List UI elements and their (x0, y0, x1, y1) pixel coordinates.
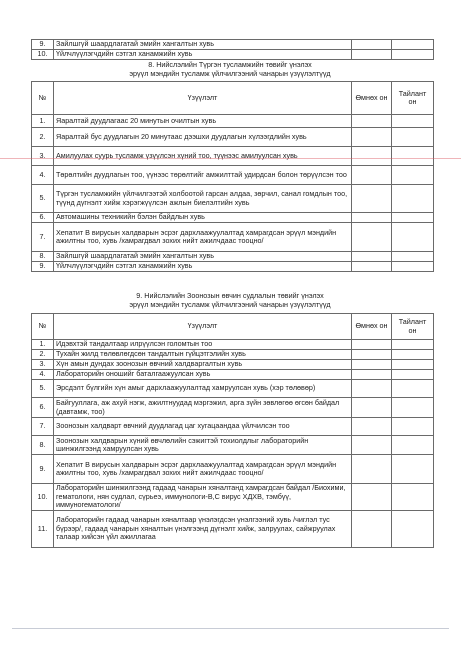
row-indicator-text: Автомашины техникийн бэлэн байдлын хувь (54, 213, 352, 223)
section8-caption (30, 61, 430, 78)
row-indicator-text: Хүн амын дундах зоонозын өвчний халдваргалтын хувь (54, 360, 352, 370)
row-indicator-text: Төрөлтийн дуудлагын тоо, үүнээс төрөлтийг амжилттай удирдсан болон төрүүлсэн тоо (54, 166, 352, 185)
row-number: 3. (32, 147, 54, 166)
row-report-year-value (392, 40, 434, 50)
table-row (32, 511, 434, 548)
row-prev-year-value (352, 213, 392, 223)
row-prev-year-value (352, 115, 392, 128)
table-row (32, 350, 434, 360)
row-number: 9. (32, 262, 54, 272)
row-number: 6. (32, 213, 54, 223)
row-prev-year-value (352, 252, 392, 262)
row-number: 11. (32, 511, 54, 548)
row-report-year-value (392, 340, 434, 350)
table-row (32, 147, 434, 166)
row-number: 4. (32, 166, 54, 185)
row-prev-year-value (352, 40, 392, 50)
row-prev-year-value (352, 511, 392, 548)
row-report-year-value (392, 128, 434, 147)
row-report-year-value (392, 185, 434, 213)
table-row (32, 398, 434, 418)
header-prev-year: Өмнөх он (352, 314, 392, 340)
table-row (32, 185, 434, 213)
row-indicator-text: Зоонозын халдварт өвчний дуудлагад цаг хугацаандаа үйлчилсэн тоо (54, 418, 352, 436)
row-prev-year-value (352, 340, 392, 350)
row-report-year-value (392, 511, 434, 548)
section8-caption-line2: эрүүл мэндийн тусламж үйлчилгээний чанарын үзүүлэлтүүд (129, 68, 331, 78)
row-report-year-value (392, 147, 434, 166)
row-number: 9. (32, 455, 54, 484)
section9-caption-line2: эрүүл мэндийн тусламж үйлчилгээний чанарын үзүүлэлтүүд (129, 299, 331, 309)
table-row (32, 380, 434, 398)
row-prev-year-value (352, 50, 392, 60)
table-row (32, 340, 434, 350)
row-report-year-value (392, 455, 434, 484)
section9-caption (30, 292, 430, 309)
table-row (32, 418, 434, 436)
row-prev-year-value (352, 185, 392, 213)
row-prev-year-value (352, 455, 392, 484)
row-number: 2. (32, 350, 54, 360)
row-prev-year-value (352, 350, 392, 360)
header-indicator: Үзүүлэлт (54, 314, 352, 340)
row-prev-year-value (352, 360, 392, 370)
scan-bottom-line (12, 628, 449, 629)
row-report-year-value (392, 252, 434, 262)
row-report-year-value (392, 115, 434, 128)
row-report-year-value (392, 360, 434, 370)
table-row (32, 213, 434, 223)
header-indicator: Үзүүлэлт (54, 82, 352, 115)
row-report-year-value (392, 418, 434, 436)
row-report-year-value (392, 166, 434, 185)
row-report-year-value (392, 370, 434, 380)
section8-caption-line1: 8. Нийслэлийн Түргэн тусламжийн төвийг үнэлэх (148, 60, 312, 69)
table-header-row (32, 82, 434, 115)
row-prev-year-value (352, 398, 392, 418)
row-number: 10. (32, 50, 54, 60)
table-row (32, 128, 434, 147)
table-row (32, 40, 434, 50)
row-prev-year-value (352, 418, 392, 436)
table-row (32, 252, 434, 262)
row-number: 8. (32, 436, 54, 455)
row-number: 3. (32, 360, 54, 370)
row-report-year-value (392, 262, 434, 272)
table-row (32, 484, 434, 511)
section9-caption-line1: 9. Нийслэлийн Зоонозын өвчин судлалын төвийг үнэлэх (136, 291, 324, 300)
row-indicator-text: Хепатит В вирусын халдварын эсрэг дархлаажуулалтад хамрагдсан эрүүл мэндийн ажилтны тоо, хувь /хамрагдвал зохих нийт ажилчдаас тооцно/ (54, 455, 352, 484)
row-report-year-value (392, 380, 434, 398)
row-indicator-text: Тухайн жилд төлөвлөгдсөн тандалтын гүйцэтгэлийн хувь (54, 350, 352, 360)
table-row (32, 455, 434, 484)
row-indicator-text: Үйлчлүүлэгчдийн сэтгэл ханамжийн хувь (54, 262, 352, 272)
row-indicator-text: Зоонозын халдварын хүний өвчлөлийн сэжигтэй тохиолдлыг лабораторийн шинжилгээнд хамруулсан хувь (54, 436, 352, 455)
table-row (32, 166, 434, 185)
row-number: 7. (32, 223, 54, 252)
row-indicator-text: Хепатит В вирусын халдварын эсрэг дархлаажуулалтад хамрагдсан эрүүл мэндийн ажилтны тоо, хувь /хамрагдвал зохих нийт ажилчдаас тооцно/ (54, 223, 352, 252)
row-number: 4. (32, 370, 54, 380)
row-report-year-value (392, 350, 434, 360)
table-row (32, 223, 434, 252)
row-indicator-text: Зайлшгүй шаардлагатай эмийн хангалтын хувь (54, 40, 352, 50)
row-indicator-text: Лабораторийн гадаад чанарын хяналтаар үнэлэгдсэн үнэлгээний хувь /чиглэл тус бүрээр/, гадаад чанарын хяналтын үнэлгээнд дүгнэлт хийж, залруулах, сайжруулах талаар хийсэн үйл ажиллагаа (54, 511, 352, 548)
row-indicator-text: Амилуулах суурь тусламж үзүүлсэн хүний тоо, түүнээс амилуулсан хувь (54, 147, 352, 166)
header-no: № (32, 314, 54, 340)
row-number: 10. (32, 484, 54, 511)
table-header-row (32, 314, 434, 340)
row-indicator-text: Яаралтай бус дуудлагын 20 минутаас дээшхи дуудлагын хүлээгдлийн хувь (54, 128, 352, 147)
row-report-year-value (392, 398, 434, 418)
table-row (32, 370, 434, 380)
header-report-year: Тайлант он (392, 82, 434, 115)
row-report-year-value (392, 213, 434, 223)
header-prev-year: Өмнөх он (352, 82, 392, 115)
table-row (32, 360, 434, 370)
row-report-year-value (392, 436, 434, 455)
row-prev-year-value (352, 370, 392, 380)
row-number: 7. (32, 418, 54, 436)
row-indicator-text: Үйлчлүүлэгчдийн сэтгэл ханамжийн хувь (54, 50, 352, 60)
row-indicator-text: Түргэн тусламжийн үйлчилгээтэй холбоотой гарсан алдаа, зөрчил, санал гомдлын тоо, түүнд дүгнэлт хийж хэрэгжүүлсэн ажлын биелэлтийн хувь (54, 185, 352, 213)
row-number: 1. (32, 115, 54, 128)
row-indicator-text: Байгууллага, аж ахуй нэгж, ажилтнуудад мэргэжил, арга зүйн зөвлөгөө өгсөн байдал (давтамж, тоо) (54, 398, 352, 418)
row-number: 1. (32, 340, 54, 350)
row-prev-year-value (352, 484, 392, 511)
header-no: № (32, 82, 54, 115)
row-report-year-value (392, 484, 434, 511)
table-row (32, 50, 434, 60)
row-number: 2. (32, 128, 54, 147)
row-prev-year-value (352, 166, 392, 185)
row-prev-year-value (352, 223, 392, 252)
header-report-year: Тайлант он (392, 314, 434, 340)
table-row (32, 262, 434, 272)
row-prev-year-value (352, 436, 392, 455)
table-row (32, 436, 434, 455)
row-number: 8. (32, 252, 54, 262)
row-number: 5. (32, 380, 54, 398)
table-row (32, 115, 434, 128)
row-indicator-text: Идэвхтэй тандалтаар илрүүлсэн голомтын тоо (54, 340, 352, 350)
row-indicator-text: Лабораторийн шинжилгээнд гадаад чанарын хяналтанд хамрагдсан байдал /Биохими, гематологи, нян судлал, сүрьеэ, иммунологи-В,С вирус ХДХВ, тэмбүү, иммуногематологи/ (54, 484, 352, 511)
top-continuation-table (31, 39, 434, 60)
row-prev-year-value (352, 128, 392, 147)
row-indicator-text: Зайлшгүй шаардлагатай эмийн хангалтын хувь (54, 252, 352, 262)
section8-table (31, 81, 434, 272)
row-indicator-text: Эрсдэлт бүлгийн хүн амыг дархлаажуулалтад хамруулсан хувь (хэр төлөвөр) (54, 380, 352, 398)
row-prev-year-value (352, 380, 392, 398)
row-indicator-text: Лабораторийн оношийг баталгаажуулсан хувь (54, 370, 352, 380)
section9-table (31, 313, 434, 548)
row-prev-year-value (352, 262, 392, 272)
row-report-year-value (392, 50, 434, 60)
row-number: 6. (32, 398, 54, 418)
row-number: 9. (32, 40, 54, 50)
row-number: 5. (32, 185, 54, 213)
row-indicator-text: Яаралтай дуудлагаас 20 минутын очилтын хувь (54, 115, 352, 128)
row-report-year-value (392, 223, 434, 252)
row-prev-year-value (352, 147, 392, 166)
scan-red-line (0, 158, 461, 159)
